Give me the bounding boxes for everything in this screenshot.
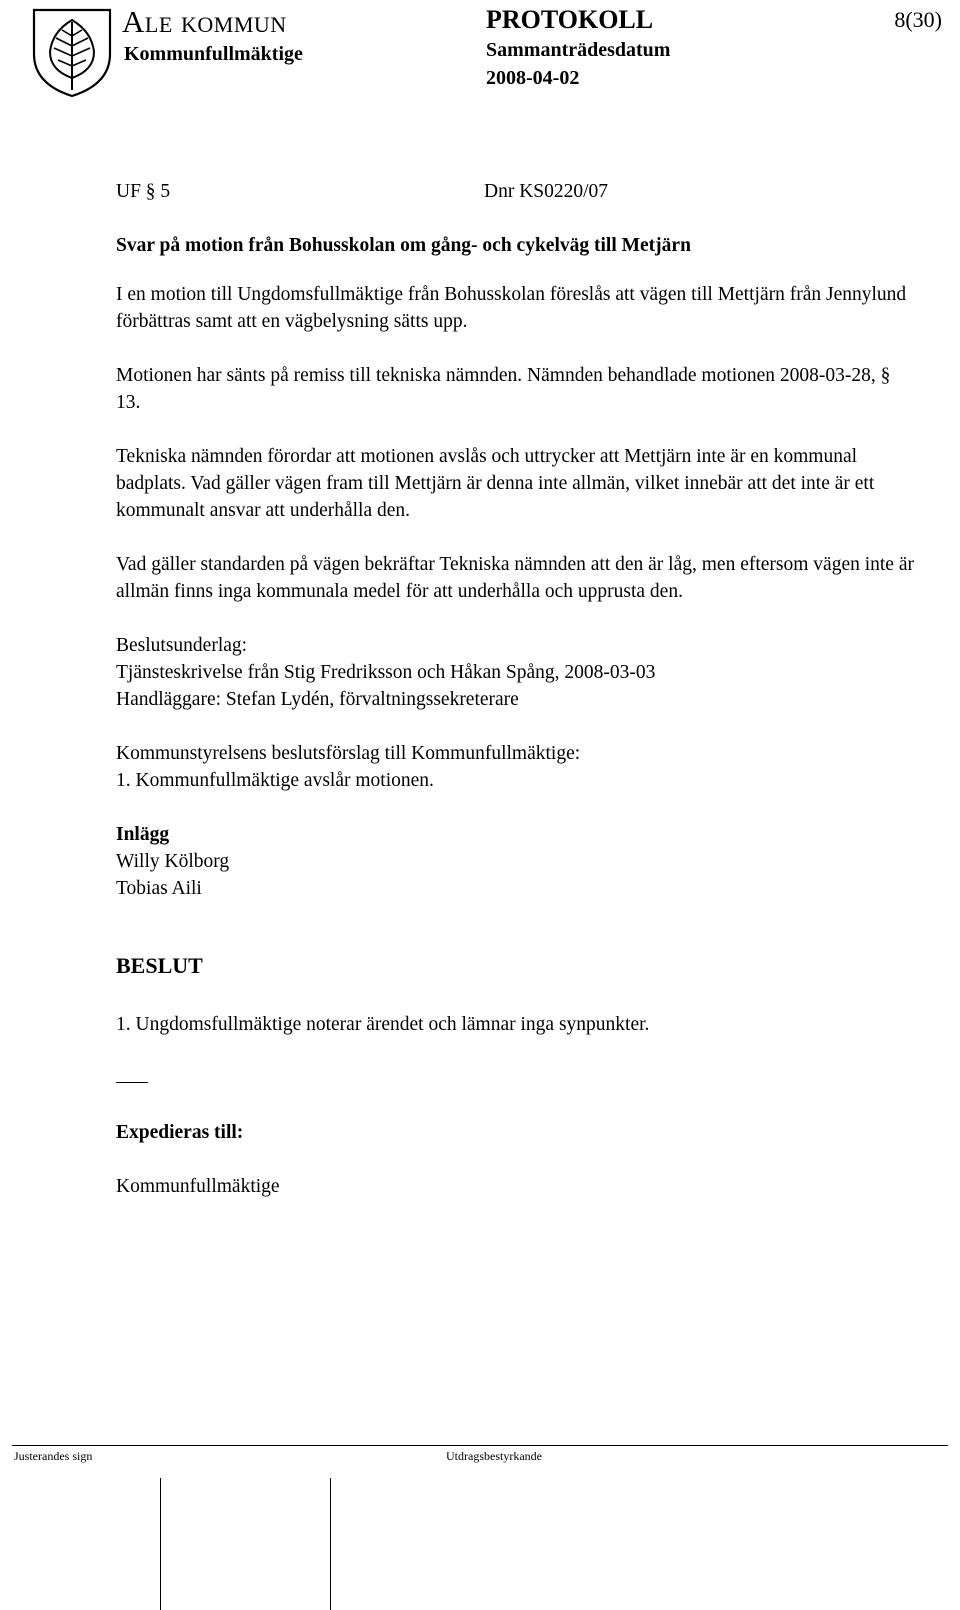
date-value: 2008-04-02 <box>486 67 580 89</box>
section-reference-row <box>116 178 916 208</box>
page-number: 8(30) <box>894 7 942 32</box>
document-type: PROTOKOLL <box>486 5 654 34</box>
ks-forslag-block <box>116 740 916 794</box>
beslutsunderlag-label: Beslutsunderlag: <box>116 635 248 656</box>
separator-rule <box>116 1082 148 1083</box>
footer-utdragsbestyrkande: Utdragsbestyrkande <box>446 1449 542 1463</box>
paragraph: I en motion till Ungdomsfullmäktige från Bohusskolan föreslås att vägen till Mettjärn från Jennylund förbättras samt att en vägbelysning sätts upp. <box>116 284 907 332</box>
inlagg-name: Willy Kölborg <box>116 851 230 872</box>
footer-divider <box>12 1445 948 1446</box>
inlagg-name: Tobias Aili <box>116 878 202 899</box>
ale-kommun-leaf-shield-icon <box>30 4 114 100</box>
paragraph-ref: UF § 5 <box>116 181 171 202</box>
beslutsunderlag-item: Tjänsteskrivelse från Stig Fredriksson och Håkan Spång, 2008-03-03 <box>116 662 656 683</box>
paragraph: Vad gäller standarden på vägen bekräftar Tekniska nämnden att den är låg, men eftersom vägen inte är allmän finns inga kommunala medel för att underhålla och upprusta den. <box>116 554 914 602</box>
ks-forslag-item: 1. Kommunfullmäktige avslår motionen. <box>116 770 434 791</box>
inlagg-block <box>116 821 916 902</box>
beslutsunderlag-item: Handläggare: Stefan Lydén, förvaltningssekreterare <box>116 689 519 710</box>
paragraph: Motionen har sänts på remiss till tekniska nämnden. Nämnden behandlade motionen 2008-03-28, § 13. <box>116 365 891 413</box>
beslutsunderlag-block <box>116 632 916 713</box>
beslut-heading: BESLUT <box>116 953 203 978</box>
diary-number: Dnr KS0220/07 <box>484 181 609 202</box>
signature-box-divider <box>330 1478 331 1610</box>
expedieras-recipient: Kommunfullmäktige <box>116 1176 280 1197</box>
footer-justerandes-sign: Justerandes sign <box>14 1449 93 1463</box>
date-label: Sammanträdesdatum <box>486 39 671 61</box>
org-name: Ale kommun <box>122 4 287 39</box>
ks-forslag-label: Kommunstyrelsens beslutsförslag till Kommunfullmäktige: <box>116 743 581 764</box>
inlagg-label: Inlägg <box>116 824 170 845</box>
section-title: Svar på motion från Bohusskolan om gång- och cykelväg till Metjärn <box>116 235 691 256</box>
document-body <box>116 178 916 1200</box>
signature-box-divider <box>160 1478 161 1610</box>
beslut-item: 1. Ungdomsfullmäktige noterar ärendet och lämnar inga synpunkter. <box>116 1014 650 1035</box>
org-subtitle: Kommunfullmäktige <box>124 43 303 65</box>
expedieras-label: Expedieras till: <box>116 1122 244 1143</box>
paragraph: Tekniska nämnden förordar att motionen avslås och uttrycker att Mettjärn inte är en kommunal badplats. Vad gäller vägen fram till Mettjärn är denna inte allmän, vilket innebär att det inte är ett kommunalt ansvar att underhålla den. <box>116 446 875 521</box>
